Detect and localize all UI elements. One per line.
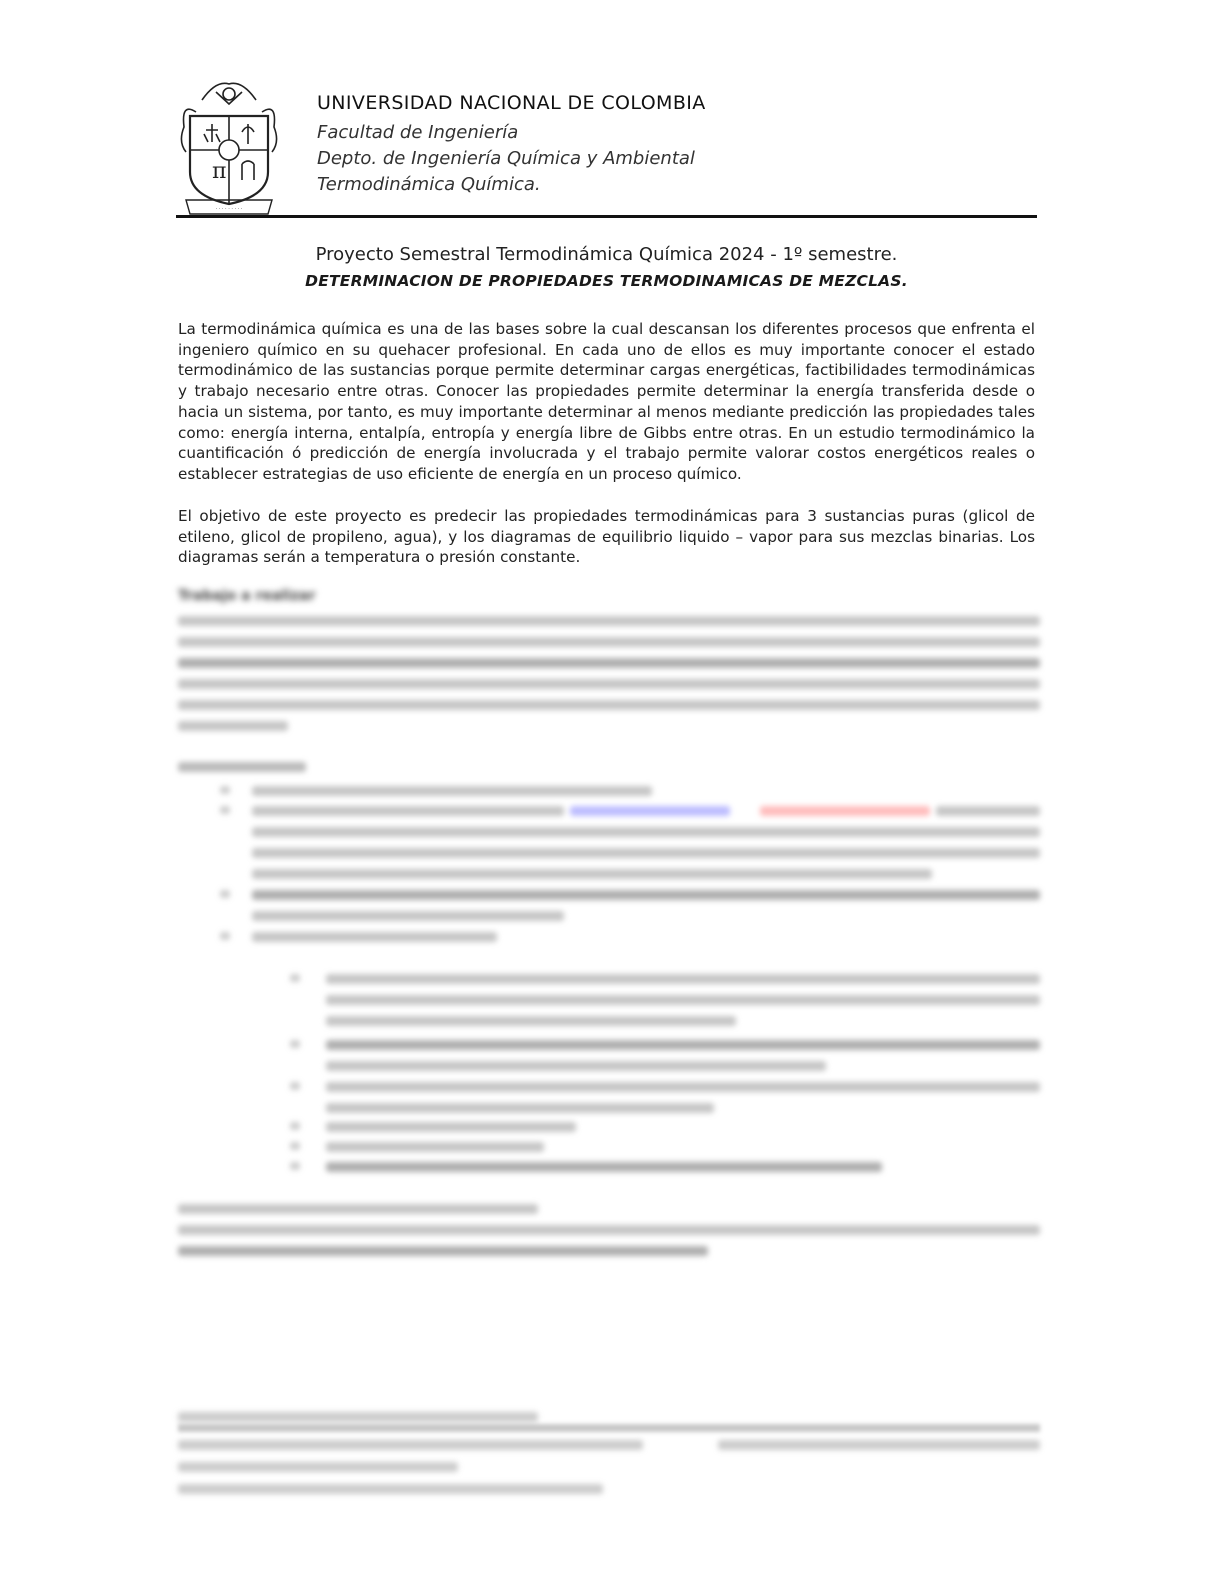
blurred-heading: Trabajo a realizar	[178, 588, 316, 604]
university-name: UNIVERSIDAD NACIONAL DE COLOMBIA	[317, 92, 706, 114]
svg-text:· · · · · · · · ·: · · · · · · · · ·	[215, 206, 243, 212]
footer-divider	[178, 1424, 1040, 1432]
department-name: Depto. de Ingeniería Química y Ambiental	[317, 148, 695, 169]
document-title: Proyecto Semestral Termodinámica Química 2024 - 1º semestre.	[315, 244, 898, 265]
faculty-name: Facultad de Ingeniería	[317, 122, 519, 143]
intro-paragraph: La termodinámica química es una de las bases sobre la cual descansan los diferentes procesos que enfrenta el ingeniero químico en su quehacer profesional. En cada uno de ellos es muy importante conocer el estado termodinámico de las sustancias porque permite determinar cargas energéticas, factibilidades termodinámicas y trabajo necesario entre otras. Conocer las propiedades permite determinar la energía transferida desde o hacia un sistema, por tanto, es muy importante determinar al menos mediante predicción las propiedades tales como: energía interna, entalpía, entropía y energía libre de Gibbs entre otras. En un estudio termodinámico la cuantificación ó predicción de energía involucrada y el trabajo permite valorar costos energéticos reales o establecer estrategias de uso eficiente de energía en un proceso químico.	[178, 320, 1035, 483]
document-subtitle: DETERMINACION DE PROPIEDADES TERMODINAMICAS DE MEZCLAS.	[305, 272, 908, 290]
svg-text:π: π	[212, 159, 227, 184]
course-name: Termodinámica Química.	[317, 174, 541, 195]
objective-paragraph: El objetivo de este proyecto es predecir las propiedades termodinámicas para 3 sustancias puras (glicol de etileno, glicol de propileno, agua), y los diagramas de equilibrio liquido – vapor para sus mezclas binarias. Los diagramas serán a temperatura o presión constante.	[178, 507, 1035, 567]
